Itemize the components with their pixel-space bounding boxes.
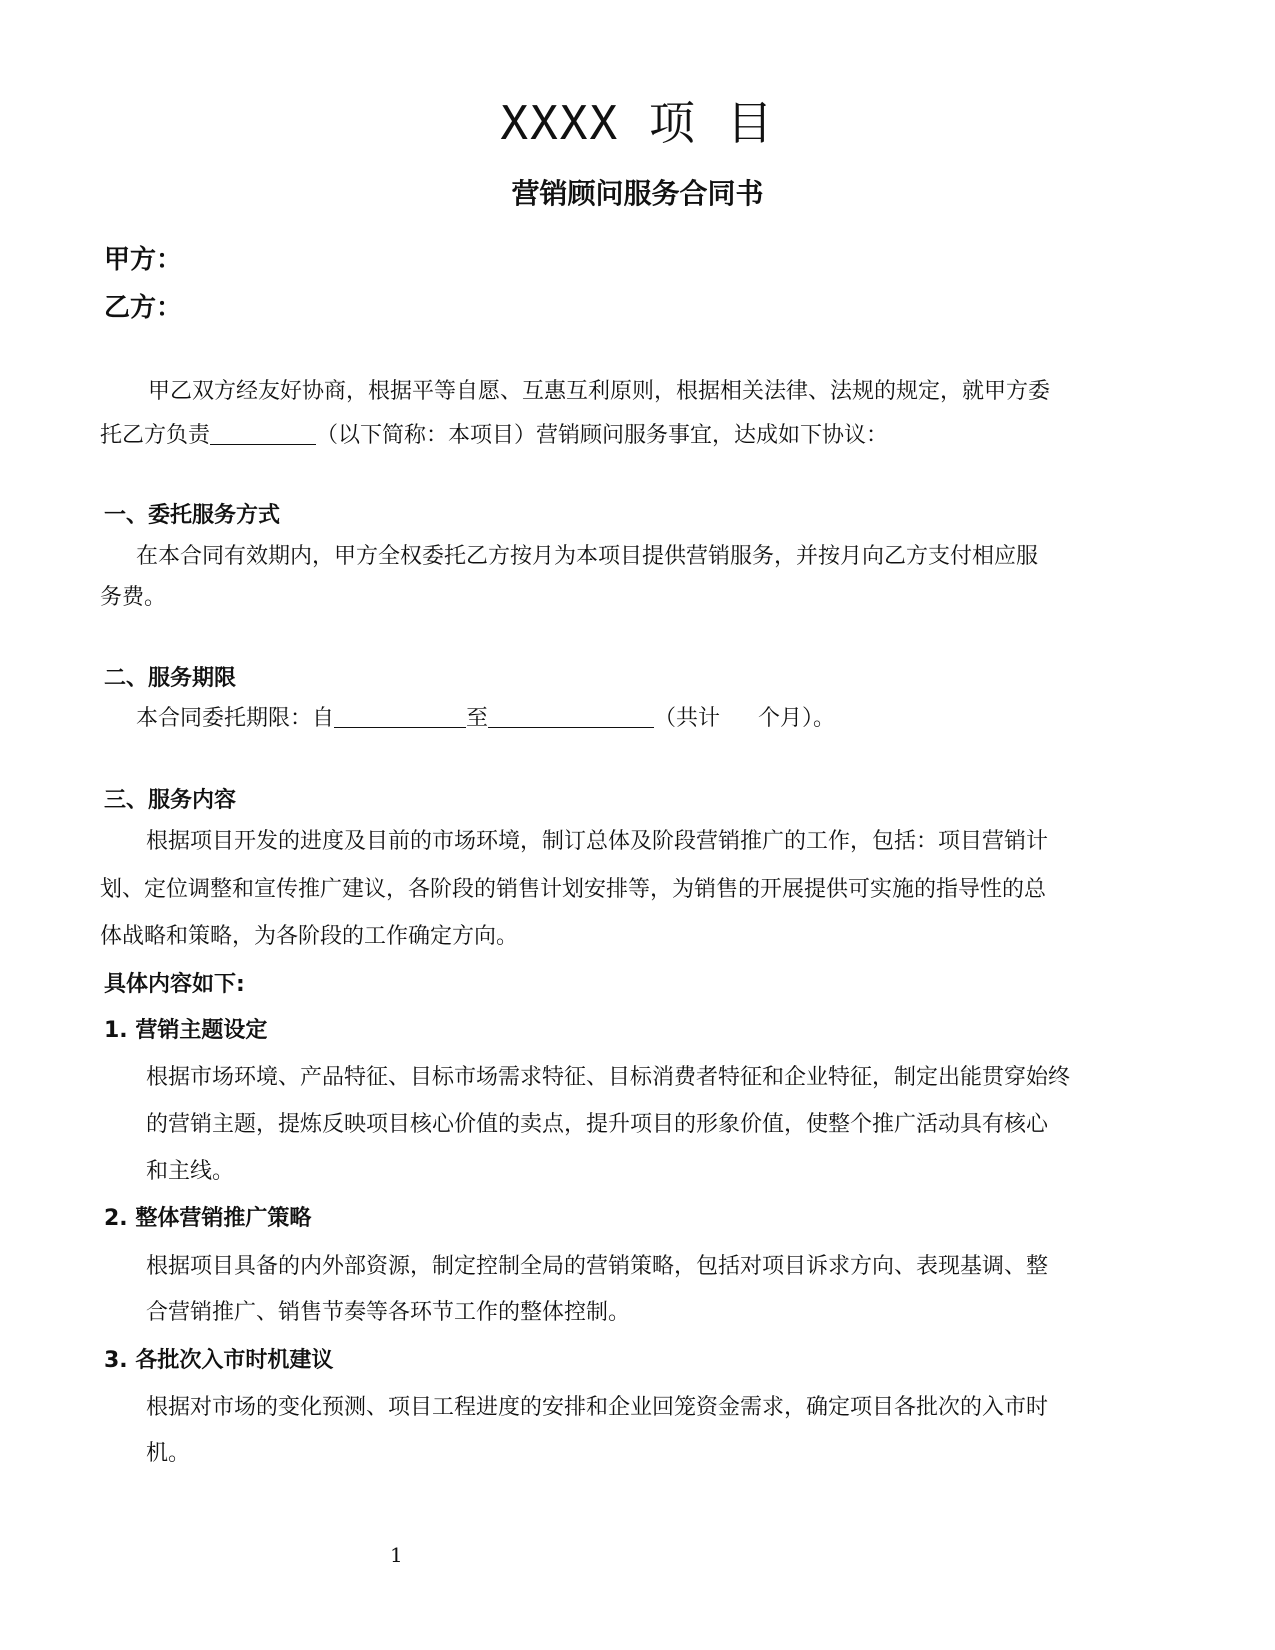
project-name-blank xyxy=(210,420,316,445)
section-3-heading: 三、服务内容 xyxy=(104,788,237,813)
section-1-line-1: 在本合同有效期内，甲方全权委托乙方按月为本项目提供营销服务，并按月向乙方支付相应服 xyxy=(136,544,1039,569)
item-2-line-2: 合营销推广、销售节奏等各环节工作的整体控制。 xyxy=(146,1300,631,1325)
intro-line-2-prefix: 托乙方负责 xyxy=(100,423,211,448)
section-1-line-2: 务费。 xyxy=(100,585,167,610)
party-b-label: 乙方： xyxy=(104,293,183,323)
section-3-line-2: 划、定位调整和宣传推广建议，各阶段的销售计划安排等，为销售的开展提供可实施的指导性的总 xyxy=(100,877,1047,902)
intro-line-2-suffix: （以下简称：本项目）营销顾问服务事宜，达成如下协议： xyxy=(316,423,889,448)
section-3-line-1: 根据项目开发的进度及目前的市场环境，制订总体及阶段营销推广的工作，包括：项目营销计 xyxy=(146,829,1049,854)
party-a-label: 甲方： xyxy=(104,245,183,275)
item-3-line-1: 根据对市场的变化预测、项目工程进度的安排和企业回笼资金需求，确定项目各批次的入市时 xyxy=(146,1395,1049,1420)
item-1-title: 1. 营销主题设定 xyxy=(104,1018,268,1043)
service-period-total-open: （共计 xyxy=(654,706,721,731)
document-title: XXXX 项 目 xyxy=(500,96,775,150)
document-subtitle: 营销顾问服务合同书 xyxy=(511,177,764,210)
item-1-line-1: 根据市场环境、产品特征、目标市场需求特征、目标消费者特征和企业特征，制定出能贯穿始终 xyxy=(146,1065,1071,1090)
page-number: 1 xyxy=(390,1543,403,1567)
item-2-line-1: 根据项目具备的内外部资源，制定控制全局的营销策略，包括对项目诉求方向、表现基调、整 xyxy=(146,1254,1049,1279)
intro-line-2 xyxy=(100,414,888,458)
item-1-line-3: 和主线。 xyxy=(146,1159,235,1184)
service-period-label: 本合同委托期限：自 xyxy=(136,706,335,731)
intro-line-1: 甲乙双方经友好协商，根据平等自愿、互惠互利原则，根据相关法律、法规的规定，就甲方委 xyxy=(148,379,1051,404)
details-heading: 具体内容如下: xyxy=(104,972,245,997)
item-1-line-2: 的营销主题，提炼反映项目核心价值的卖点，提升项目的形象价值，使整个推广活动具有核心 xyxy=(146,1112,1049,1137)
item-3-title: 3. 各批次入市时机建议 xyxy=(104,1348,334,1373)
start-date-blank xyxy=(334,703,466,728)
end-date-blank xyxy=(488,703,654,728)
section-3-line-3: 体战略和策略，为各阶段的工作确定方向。 xyxy=(100,924,519,949)
section-1-heading: 一、委托服务方式 xyxy=(104,503,281,528)
item-2-title: 2. 整体营销推广策略 xyxy=(104,1206,312,1231)
item-3-line-2: 机。 xyxy=(146,1441,191,1466)
service-period-line xyxy=(136,697,835,741)
service-period-to: 至 xyxy=(466,706,489,731)
service-period-total-close: 个月）。 xyxy=(758,706,836,731)
section-2-heading: 二、服务期限 xyxy=(104,666,237,691)
